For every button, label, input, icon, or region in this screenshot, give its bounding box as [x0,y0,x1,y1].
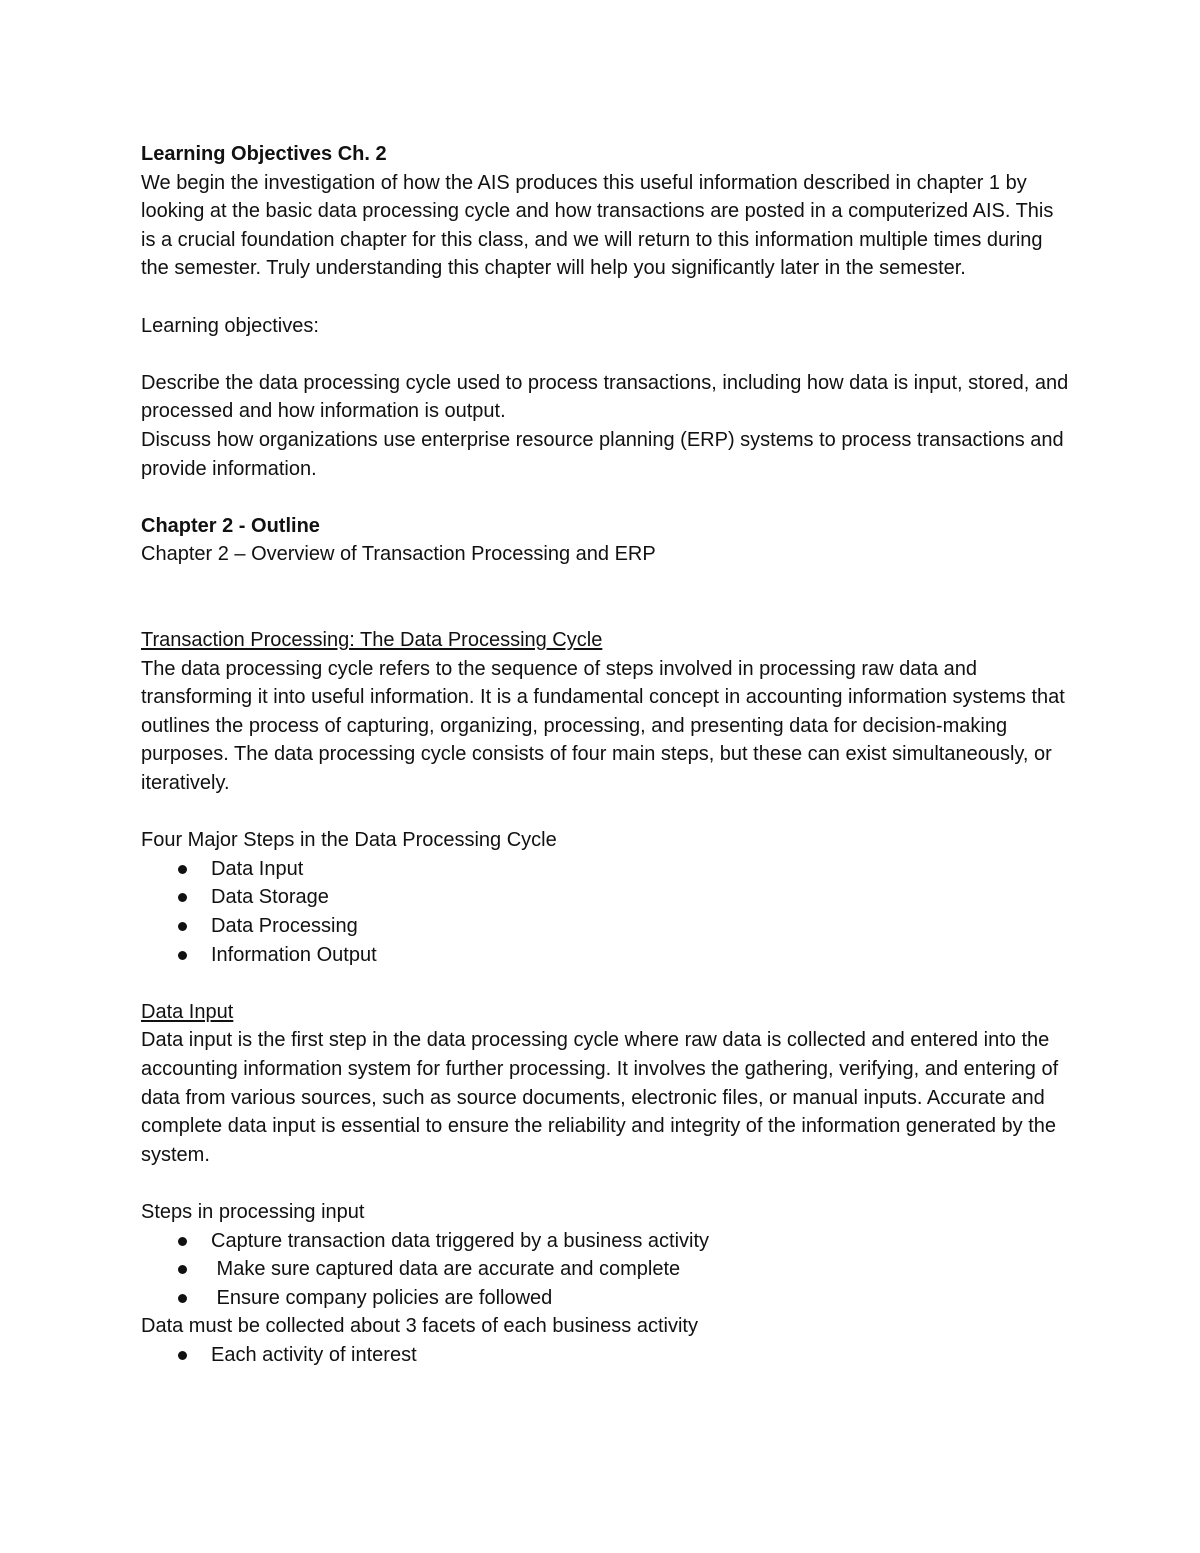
list-item-text: Capture transaction data triggered by a business activity [211,1229,710,1252]
list-item [141,1341,1071,1370]
facets-label: Data must be collected about 3 facets of each business activity [141,1315,698,1338]
outline-heading: Chapter 2 - Outline [141,514,320,537]
intro-paragraph: We begin the investigation of how the AIS produces this useful information described in chapter 1 by looking at the basic data processing cycle and how transactions are posted in a computerized AIS. This is a crucial foundation chapter for this class, and we will return to this information multiple times during the semester. Truly understanding this chapter will help you significantly later in the semester. [141,171,1054,280]
list-item-text: Data Processing [211,915,358,938]
outline-subtitle: Chapter 2 – Overview of Transaction Processing and ERP [141,543,656,566]
objectives-label: Learning objectives: [141,314,319,337]
list-item [141,941,1071,970]
list-item [141,1227,1071,1256]
document-page [141,140,1071,1370]
four-steps-label: Four Major Steps in the Data Processing Cycle [141,829,557,852]
input-steps-label: Steps in processing input [141,1200,365,1223]
bullet-icon [178,1294,187,1303]
list-item-text: Information Output [211,943,377,966]
list-item-text: Data Storage [211,886,329,909]
list-item-text: Each activity of interest [211,1343,417,1366]
list-item-text: Data Input [211,857,304,880]
bullet-icon [178,951,187,960]
list-item [141,883,1071,912]
list-item-text: Make sure captured data are accurate and complete [211,1258,681,1281]
bullet-icon [178,865,187,874]
list-item [141,1284,1071,1313]
learning-objectives-heading: Learning Objectives Ch. 2 [141,143,387,165]
bullet-icon [178,1237,187,1246]
facets-list [141,1341,1071,1370]
list-item-text: Ensure company policies are followed [211,1286,553,1309]
transaction-processing-body: The data processing cycle refers to the sequence of steps involved in processing raw data and transforming it into useful information. It is a fundamental concept in accounting information systems that outlines the process of capturing, organizing, processing, and presenting data for decision-making purposes. The data processing cycle consists of four main steps, but these can exist simultaneously, or iteratively. [141,657,1065,795]
list-item [141,1255,1071,1284]
transaction-processing-heading: Transaction Processing: The Data Processing Cycle [141,629,603,652]
list-item [141,855,1071,884]
input-steps-list [141,1227,1071,1313]
bullet-icon [178,922,187,931]
objective-2: Discuss how organizations use enterprise resource planning (ERP) systems to process transactions and provide information. [141,428,1064,480]
list-item [141,912,1071,941]
bullet-icon [178,1351,187,1360]
bullet-icon [178,1265,187,1274]
data-input-heading: Data Input [141,1000,234,1023]
data-input-body: Data input is the first step in the data processing cycle where raw data is collected and entered into the accounting information system for further processing. It involves the gathering, verifying, and entering of data from various sources, such as source documents, electronic files, or manual inputs. Accurate and complete data input is essential to ensure the reliability and integrity of the information generated by the system. [141,1029,1059,1166]
bullet-icon [178,893,187,902]
four-steps-list [141,855,1071,969]
objective-1: Describe the data processing cycle used to process transactions, including how data is input, stored, and processed and how information is output. [141,371,1069,423]
